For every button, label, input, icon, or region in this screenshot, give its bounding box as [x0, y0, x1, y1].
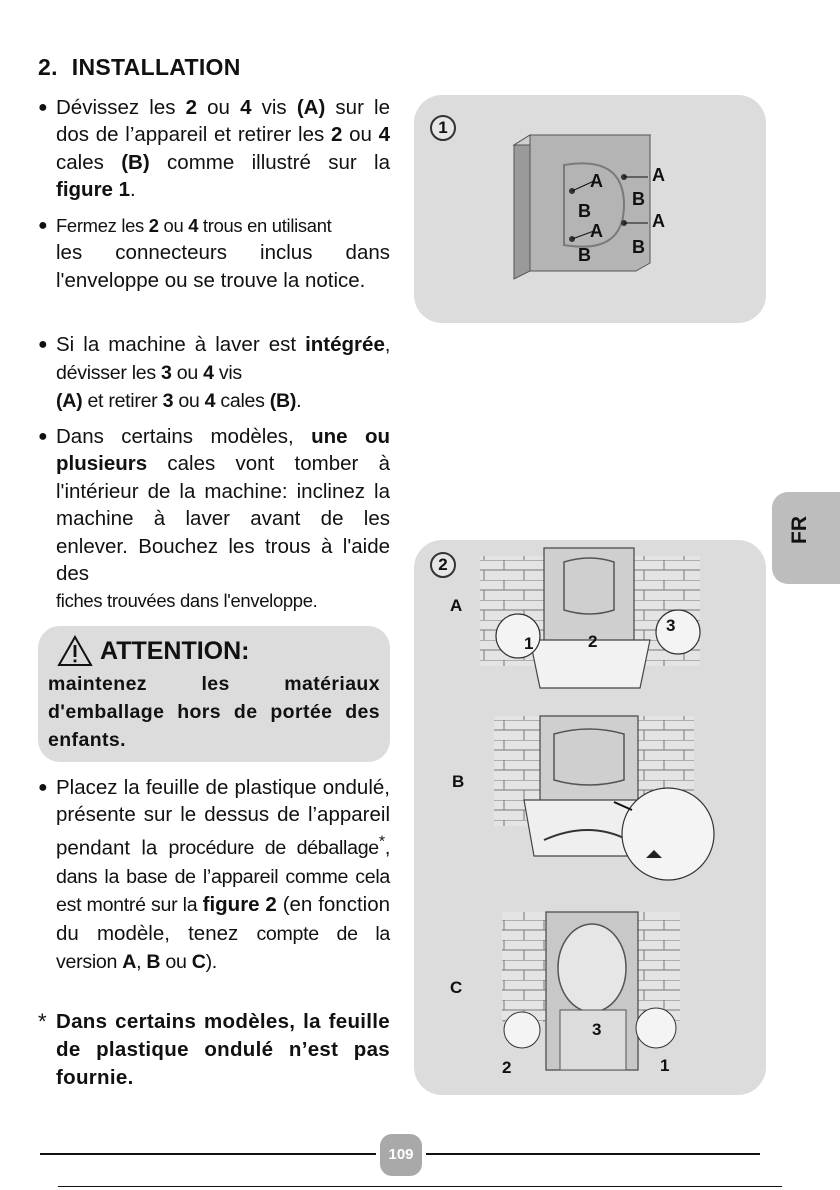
- attention-text: maintenez les matériaux d'emballage hors de portée des enfants.: [48, 673, 380, 751]
- bullet-text: Si la machine à laver est intégrée, dévisser les 3 ou 4 vis (A) et retirer 3 ou 4 cales (B).: [56, 333, 390, 412]
- label-b-left-bottom: B: [578, 245, 591, 265]
- label-a-right-bottom: A: [652, 211, 665, 231]
- bullet-text: Placez la feuille de plastique ondulé, présente sur le dessus de l’appareil pendant la procédure de déballage*, dans la base de l’appareil comme cela est montré sur la figure 2 (en fonction du modèle, tenez compte de la version A, B ou C).: [56, 776, 390, 973]
- label-b-left-top: B: [578, 201, 591, 221]
- footnote-text: Dans certains modèles, la feuille de plastique ondulé n’est pas fournie.: [56, 1010, 390, 1089]
- label-a-right-top: A: [652, 165, 665, 185]
- callout-c-3: 3: [592, 1020, 602, 1039]
- callout-a-1: 1: [524, 634, 534, 653]
- variant-c-label: C: [450, 978, 463, 997]
- language-code: FR: [788, 516, 811, 544]
- bullet-integrated: [38, 331, 390, 415]
- variant-b-label: B: [452, 772, 465, 791]
- section-heading: INSTALLATION: [71, 54, 241, 80]
- warning-icon: [56, 634, 94, 668]
- bullet-unscrew: [38, 94, 390, 204]
- variant-a-label: A: [450, 596, 463, 615]
- callout-c-2: 2: [502, 1058, 512, 1077]
- figure-1-number: 1: [430, 115, 456, 141]
- bullet-close-holes: [38, 212, 390, 294]
- footer-bottom-rule: [58, 1186, 782, 1187]
- footer-rule-left: [40, 1153, 376, 1155]
- footnote: [38, 1008, 390, 1092]
- label-a-left-bottom: A: [590, 221, 603, 241]
- section-number: 2.: [38, 54, 58, 80]
- section-title: [38, 54, 241, 81]
- footer-rule-right: [426, 1153, 760, 1155]
- bullet-text: Fermez les 2 ou 4 trous en utilisant les connecteurs inclus dans l'enveloppe ou se trouve la notice.: [56, 215, 390, 292]
- attention-heading: ATTENTION:: [56, 634, 380, 668]
- bullet-dot: ●: [38, 779, 48, 796]
- label-a-left-top: A: [590, 171, 603, 191]
- plastic-sheet-illustrations: [414, 540, 766, 1095]
- bullet-dot: ●: [38, 217, 48, 234]
- figure-2: [414, 540, 766, 1095]
- attention-box: [38, 626, 390, 762]
- label-b-right-bottom: B: [632, 237, 645, 257]
- bullet-dot: ●: [38, 99, 48, 116]
- figure-1: [414, 95, 766, 323]
- language-tab: [772, 492, 840, 584]
- bullet-text: Dans certains modèles, une ou plusieurs cales vont tomber à l'intérieur de la machine: inclinez la machine à laver avant de les enlever. Bouchez les trous à l'aide des fiches trouvées dans l'enveloppe.: [56, 425, 391, 612]
- label-b-right-top: B: [632, 189, 645, 209]
- bullet-dot: ●: [38, 336, 48, 353]
- callout-c-1: 1: [660, 1056, 670, 1075]
- callout-a-2: 2: [588, 632, 598, 651]
- page-number: 109: [380, 1134, 422, 1176]
- bullet-plastic-sheet: [38, 774, 390, 976]
- bullet-text: Dévissez les 2 ou 4 vis (A) sur le dos de l’appareil et retirer les 2 ou 4 cales (B) comme illustré sur la figure 1.: [56, 96, 390, 202]
- callout-a-3: 3: [666, 616, 676, 635]
- figure-2-number: 2: [430, 552, 456, 578]
- bullet-dot: ●: [38, 428, 48, 445]
- footnote-star: *: [38, 1009, 47, 1034]
- bullet-shims-fall: [38, 423, 390, 615]
